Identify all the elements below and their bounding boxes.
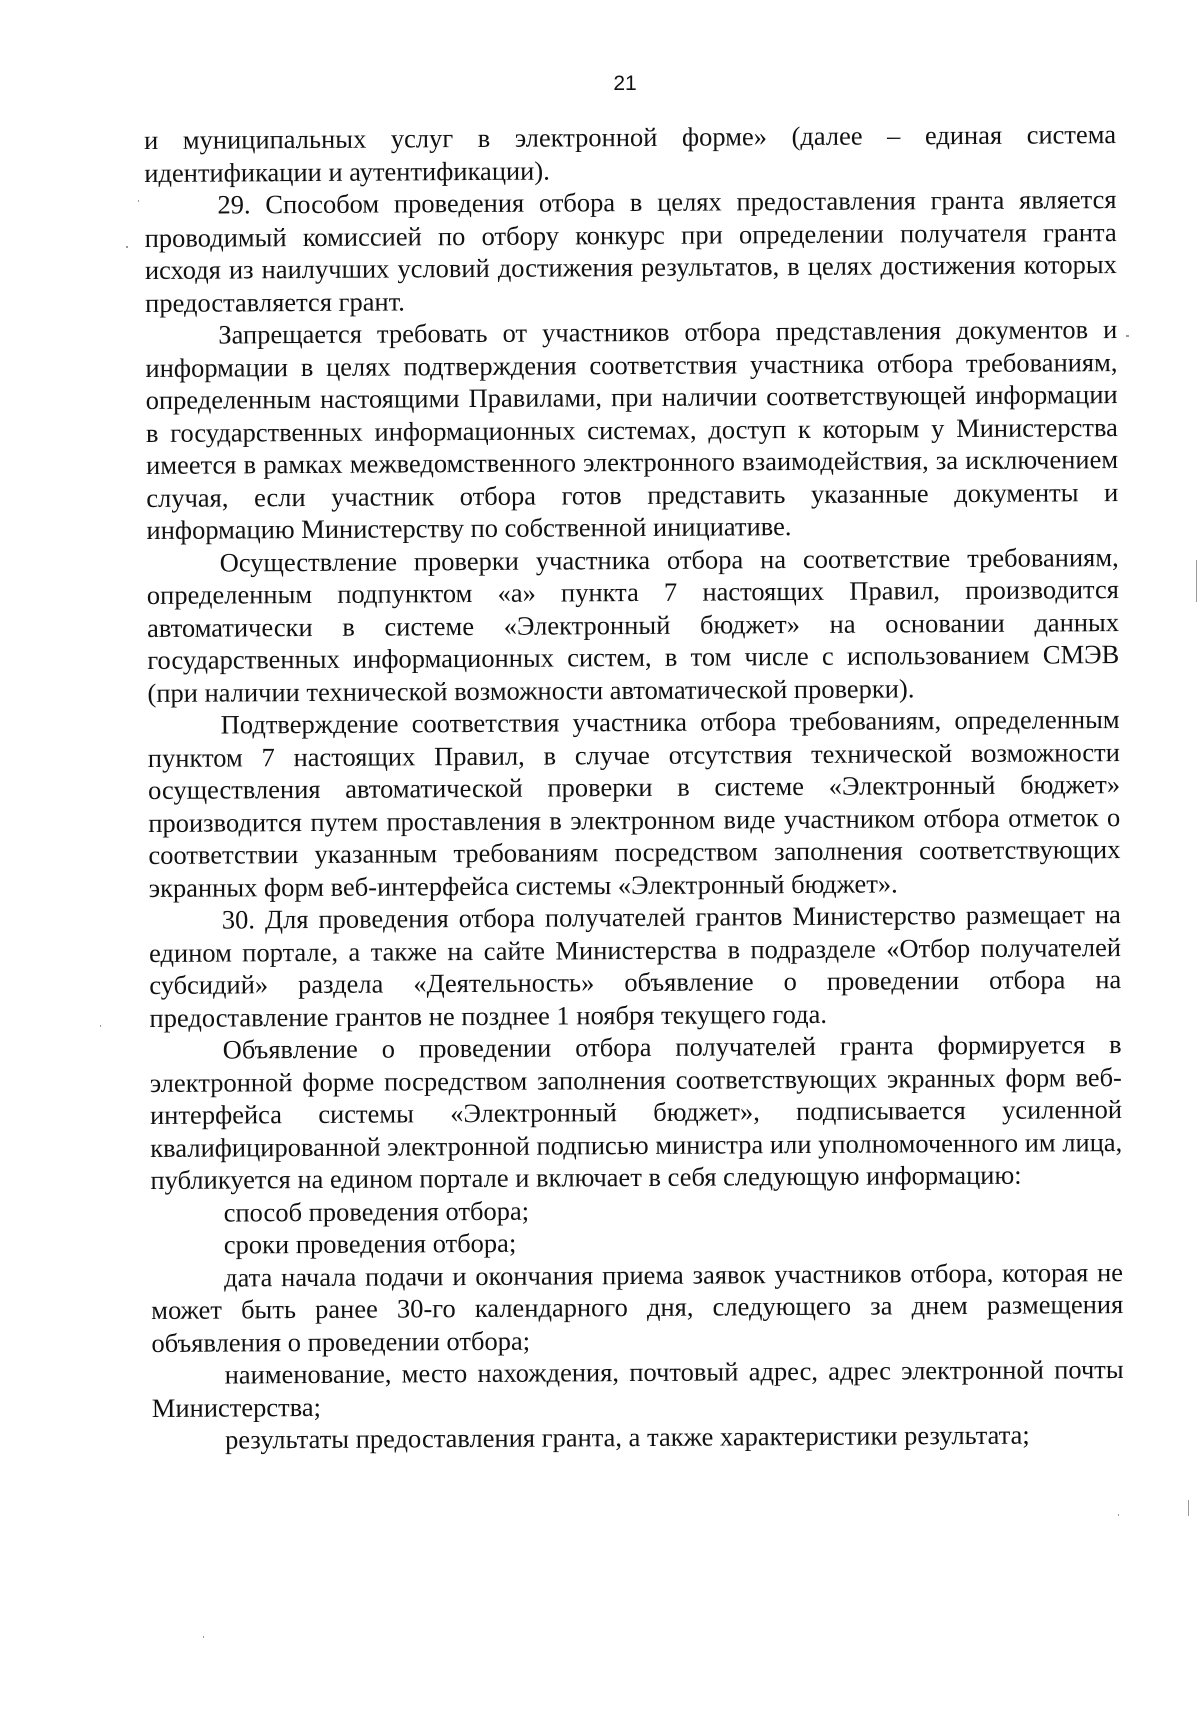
scan-artifact-line <box>1196 560 1197 602</box>
scan-artifact-dot <box>1126 335 1129 337</box>
scan-artifact-line <box>1188 1500 1189 1516</box>
list-item: способ проведения отбора; <box>223 1195 530 1228</box>
list-item: результаты предоставления гранта, а также характеристики результата; <box>224 1419 1030 1455</box>
list-item: дата начала подачи и окончания приема заявок участников отбора, которая не может быть ранее 30-го календарного дня, следующего за днем размещения объявления о проведении отбора; <box>151 1256 1124 1358</box>
list-item: сроки проведения отбора; <box>223 1227 517 1260</box>
scan-artifact-dot <box>100 1025 101 1027</box>
list-item: наименование, место нахождения, почтовый адрес, адрес электронной почты Министерства; <box>151 1354 1124 1423</box>
paragraph-continuation: и муниципальных услуг в электронной форме» (далее – единая система идентификации и аутентификации). <box>144 119 1117 188</box>
scan-artifact-dot <box>203 1636 204 1638</box>
scan-artifact-dot <box>1118 1514 1119 1516</box>
paragraph-item-29: 29. Способом проведения отбора в целях предоставления гранта является проводимый комиссией по отбору конкурс при определении получателя гранта исходя из наилучших условий достижения результатов, в целях достижения которых предоставляется грант. <box>144 184 1117 318</box>
document-body <box>144 118 1124 1456</box>
paragraph-automatic-check: Осуществление проверки участника отбора на соответствие требованиям, определенным подпунктом «а» пункта 7 настоящих Правил, производится автоматически в системе «Электронный бюджет» на основании данных государственных информационных систем, в том числе с использованием СМЭВ (при наличии технической возможности автоматической проверки). <box>146 541 1120 708</box>
paragraph-confirmation: Подтверждение соответствия участника отбора требованиям, определенным пунктом 7 настоящих Правил, в случае отсутствия технической возможности осуществления автоматической проверки в системе «Электронный бюджет» производится путем проставления в электронном виде участником отбора отметок о соответствии указанным требованиям посредством заполнения соответствующих экранных форм веб-интерфейса системы «Электронный бюджет». <box>147 704 1121 903</box>
scan-artifact-dot <box>138 200 139 202</box>
page-number: 21 <box>613 72 637 95</box>
paragraph-item-30: 30. Для проведения отбора получателей грантов Министерство размещает на едином портале, а также на сайте Министерства в подразделе «Отбор получателей субсидий» раздела «Деятельность» объявление о проведении отбора на предоставление грантов не позднее 1 ноября текущего года. <box>148 899 1122 1033</box>
paragraph-announcement: Объявление о проведении отбора получателей гранта формируется в электронной форме посредством заполнения соответствующих экранных форм веб-интерфейса системы «Электронный бюджет», подписывается усиленной квалифицированной электронной подписью министра или уполномоченного им лица, публикуется на едином портале и включает в себя следующую информацию: <box>149 1029 1123 1195</box>
paragraph-prohibition: Запрещается требовать от участников отбора представления документов и информации в целях подтверждения соответствия участника отбора требованиям, определенным настоящими Правилами, при наличии соответствующей информации в государственных информационных системах, доступ к которым у Министерства имеется в рамках межведомственного электронного взаимодействия, за исключением случая, если участник отбора готов представить указанные документы и информацию Министерству по собственной инициативе. <box>145 314 1119 545</box>
scan-artifact-dot <box>126 246 128 248</box>
